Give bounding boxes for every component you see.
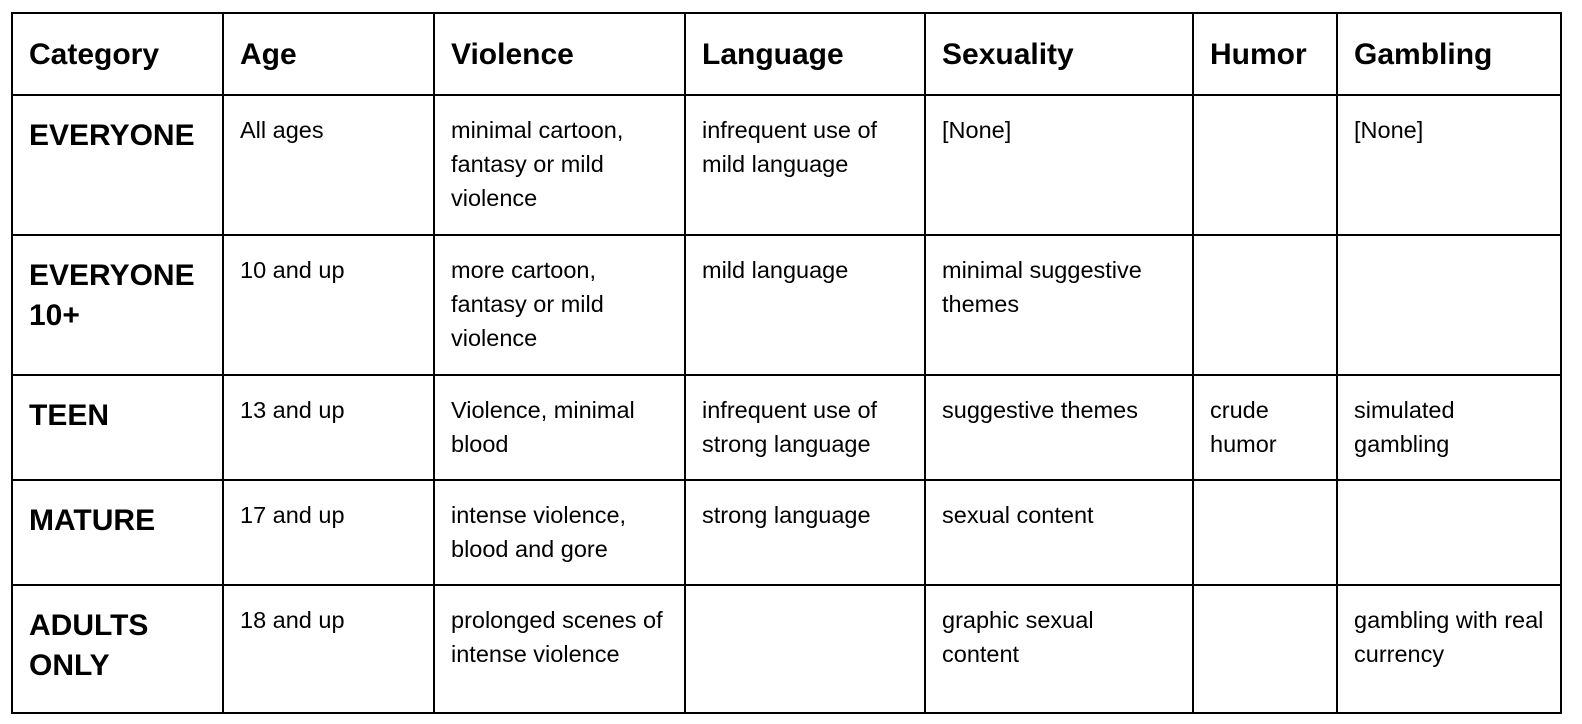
- humor-cell: crude humor: [1193, 375, 1337, 480]
- table-row: [12, 95, 1561, 235]
- sexuality-cell: minimal suggestive themes: [925, 235, 1193, 375]
- age-cell: 17 and up: [223, 480, 434, 585]
- category-cell: TEEN: [12, 375, 223, 480]
- violence-cell: Violence, minimal blood: [434, 375, 685, 480]
- gambling-cell: [None]: [1337, 95, 1561, 235]
- humor-cell: [1193, 95, 1337, 235]
- category-cell: EVERYONE: [12, 95, 223, 235]
- table-row: [12, 375, 1561, 480]
- age-cell: All ages: [223, 95, 434, 235]
- language-cell: strong language: [685, 480, 925, 585]
- humor-cell: [1193, 585, 1337, 713]
- violence-cell: prolonged scenes of intense violence: [434, 585, 685, 713]
- language-cell: [685, 585, 925, 713]
- category-cell: EVERYONE 10+: [12, 235, 223, 375]
- age-cell: 13 and up: [223, 375, 434, 480]
- sexuality-cell: sexual content: [925, 480, 1193, 585]
- humor-cell: [1193, 480, 1337, 585]
- table-row: [12, 585, 1561, 713]
- age-cell: 18 and up: [223, 585, 434, 713]
- gambling-cell: [1337, 480, 1561, 585]
- header-gambling: Gambling: [1337, 13, 1561, 95]
- humor-cell: [1193, 235, 1337, 375]
- header-humor: Humor: [1193, 13, 1337, 95]
- gambling-cell: [1337, 235, 1561, 375]
- header-row: [12, 13, 1561, 95]
- header-sexuality: Sexuality: [925, 13, 1193, 95]
- table-row: [12, 480, 1561, 585]
- sexuality-cell: [None]: [925, 95, 1193, 235]
- language-cell: infrequent use of mild language: [685, 95, 925, 235]
- header-language: Language: [685, 13, 925, 95]
- header-age: Age: [223, 13, 434, 95]
- violence-cell: intense violence, blood and gore: [434, 480, 685, 585]
- violence-cell: minimal cartoon, fantasy or mild violence: [434, 95, 685, 235]
- sexuality-cell: suggestive themes: [925, 375, 1193, 480]
- gambling-cell: simulated gambling: [1337, 375, 1561, 480]
- language-cell: infrequent use of strong language: [685, 375, 925, 480]
- violence-cell: more cartoon, fantasy or mild violence: [434, 235, 685, 375]
- age-cell: 10 and up: [223, 235, 434, 375]
- sexuality-cell: graphic sexual content: [925, 585, 1193, 713]
- language-cell: mild language: [685, 235, 925, 375]
- header-category: Category: [12, 13, 223, 95]
- category-cell: ADULTS ONLY: [12, 585, 223, 713]
- gambling-cell: gambling with real currency: [1337, 585, 1561, 713]
- table-row: [12, 235, 1561, 375]
- header-violence: Violence: [434, 13, 685, 95]
- ratings-table: [11, 12, 1562, 714]
- category-cell: MATURE: [12, 480, 223, 585]
